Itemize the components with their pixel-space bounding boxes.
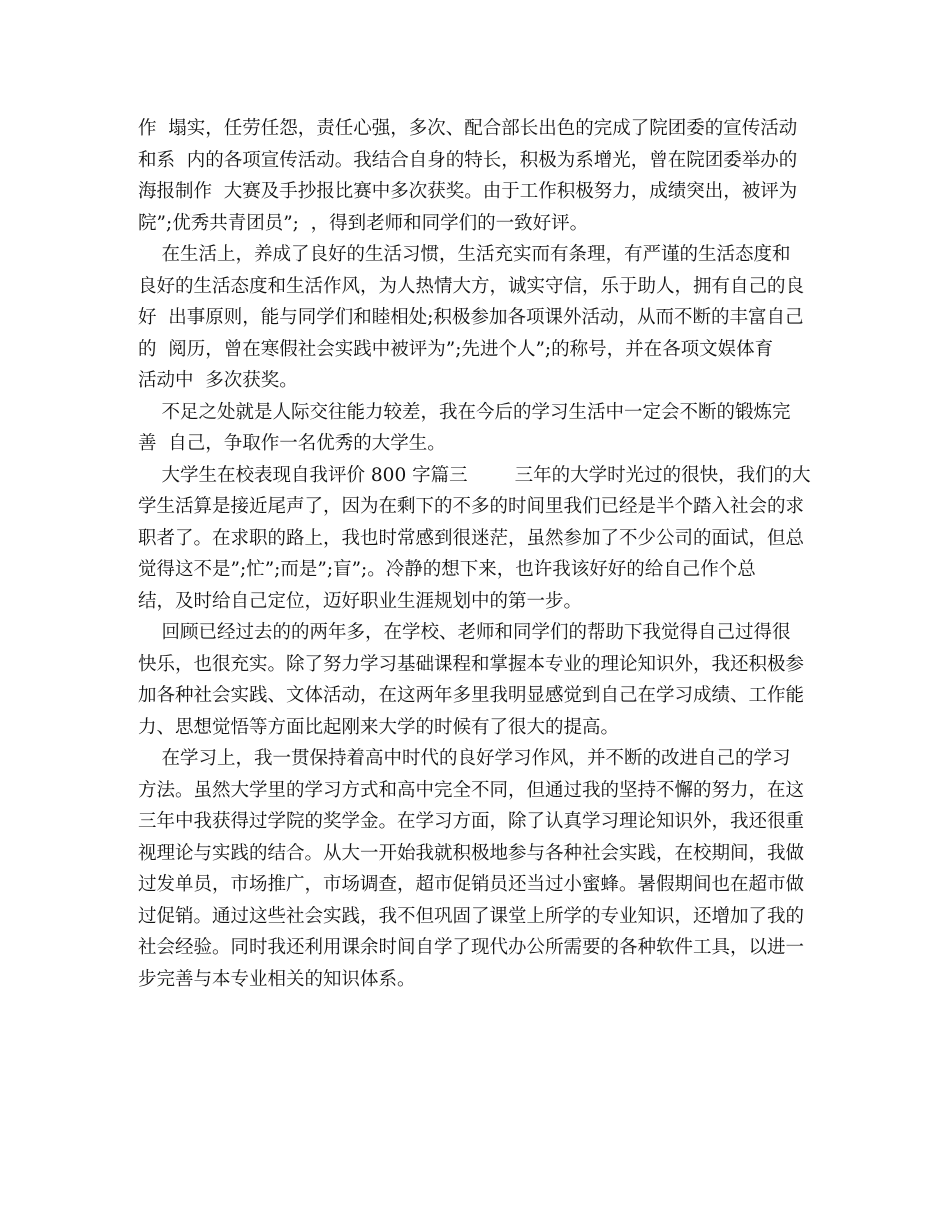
text-line: 过发单员，市场推广，市场调查，超市促销员还当过小蜜蜂。暑假期间也在超市做	[138, 874, 805, 895]
text-line: 和系 内的各项宣传活动。我结合自身的特长，积极为系增光，曾在院团委举办的	[138, 149, 798, 171]
text-line: 大学生在校表现自我评价 800 字篇三 三年的大学时光过的很快，我们的大	[138, 464, 811, 486]
text-line: 善 自己，争取作一名优秀的大学生。	[138, 433, 446, 454]
text-line: 不足之处就是人际交往能力较差，我在今后的学习生活中一定会不断的锻炼完	[138, 401, 791, 423]
text-line: 回顾已经过去的的两年多，在学校、老师和同学们的帮助下我觉得自己过得很	[138, 622, 791, 643]
text-line: 好 出事原则，能与同学们和睦相处;积极参加各项课外活动，从而不断的丰富自己	[138, 307, 804, 328]
document-body	[138, 113, 818, 995]
text-line: 在学习上，我一贯保持着高中时代的良好学习作风，并不断的改进自己的学习	[138, 748, 791, 769]
text-line: 过促销。通过这些社会实践，我不但巩固了课堂上所学的专业知识，还增加了我的	[138, 905, 805, 927]
text-line: 社会经验。同时我还利用课余时间自学了现代办公所需要的各种软件工具，以进一	[138, 937, 805, 958]
text-line: 觉得这不是”;忙”;而是”;盲”;。冷静的想下来，也许我该好好的给自己作个总	[138, 559, 756, 580]
text-line: 三年中我获得过学院的奖学金。在学习方面，除了认真学习理论知识外，我还很重	[138, 811, 805, 832]
text-line: 学生活算是接近尾声了，因为在剩下的不多的时间里我们已经是半个踏入社会的求	[138, 496, 805, 517]
text-line: 加各种社会实践、文体活动，在这两年多里我明显感觉到自己在学习成绩、工作能	[138, 685, 805, 706]
text-line: 良好的生活态度和生活作风，为人热情大方，诚实守信，乐于助人，拥有自己的良	[138, 275, 805, 297]
text-line: 结，及时给自己定位，迈好职业生涯规划中的第一步。	[138, 590, 583, 612]
text-line: 方法。虽然大学里的学习方式和高中完全不同，但通过我的坚持不懈的努力，在这	[138, 779, 805, 801]
text-line: 活动中 多次获奖。	[138, 370, 298, 391]
text-line: 快乐，也很充实。除了努力学习基础课程和掌握本专业的理论知识外，我还积极参	[138, 653, 805, 675]
text-line: 视理论与实践的结合。从大一开始我就积极地参与各种社会实践，在校期间，我做	[138, 842, 805, 864]
text-line: 职者了。在求职的路上，我也时常感到很迷茫，虽然参加了不少公司的面试，但总	[138, 527, 805, 549]
text-line: 在生活上，养成了良好的生活习惯，生活充实而有条理，有严谨的生活态度和	[138, 244, 791, 265]
text-line: 作 塌实，任劳任怨，责任心强，多次、配合部长出色的完成了院团委的宣传活动	[138, 118, 798, 139]
text-line: 步完善与本专业相关的知识体系。	[138, 968, 416, 990]
text-line: 海报制作 大赛及手抄报比赛中多次获奖。由于工作积极努力，成绩突出，被评为	[138, 181, 798, 202]
text-line: 力、思想觉悟等方面比起刚来大学的时候有了很大的提高。	[138, 716, 620, 738]
text-line: 院”;优秀共青团员”; ，得到老师和同学们的一致好评。	[138, 212, 589, 234]
text-line: 的 阅历，曾在寒假社会实践中被评为”;先进个人”;的称号，并在各项文娱体育	[138, 338, 774, 360]
